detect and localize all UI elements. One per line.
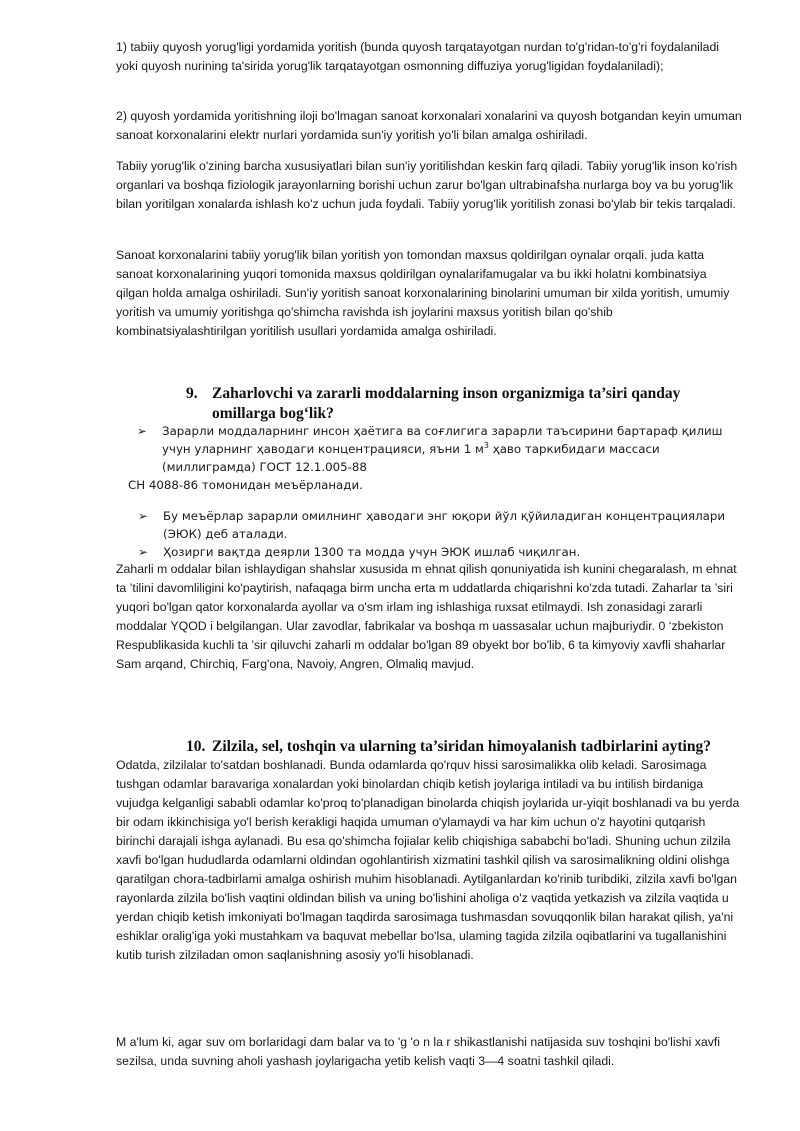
sn-norm-line: СН 4088-86 томонидан меъёрланади. [128, 478, 363, 492]
paragraph-flood: M a'lum ki, agar suv om borlaridagi dam balar va to 'g 'o n la r shikastlanishi natijasida suv toshqini bo'lishi xavfi sezilsa, unda suvning aholi yashash joylarigacha yetib kelish vaqti 3—4 soatni tashkil qiladi. [116, 1035, 721, 1068]
bullet-1-text-a: Зарарли моддаларнинг инсон ҳаётига ва соғлигига зарарли таъсирини бартараф қилиш учун уларнинг ҳаводаги концентрацияси, яъни 1 м [162, 424, 723, 456]
superscript-3: 3 [483, 441, 489, 451]
paragraph-natural-lighting-1: 1) tabiiy quyosh yorug'ligi yordamida yoritish (bunda quyosh tarqatayotgan nurdan to'g'ridan-to'g'ri foydalaniladi yoki quyosh nurining ta'sirida yorug'lik tarqatayotgan osmonning diffuziya yorug'ligidan foydalaniladi); [116, 40, 720, 73]
paragraph-natural-lighting-2: 2) quyosh yordamida yoritishning iloji bo'lmagan sanoat korxonalari xonalarini va quyosh botgandan keyin umuman sanoat korxonalarini elektr nurlari yordamida sun'iy yoritish yo'li bilan amalga oshiriladi. [116, 109, 742, 142]
section-9-heading [186, 384, 746, 424]
bullet-1-text-b: ҳаво таркибидаги массаси (миллиграмда) ГОСТ 12.1.005-88 [162, 442, 660, 474]
bullet-3-text: Ҳозирги вақтда деярли 1300 та модда учун ЭЮК ишлаб чиқилган. [163, 545, 581, 559]
section-9-number: 9. [186, 385, 198, 402]
section-9-title-line1: Zaharlovchi va zararli moddalarning inson organizmiga ta’siri qanday [212, 385, 681, 402]
arrow-bullet-icon: ➢ [137, 424, 147, 438]
section-10-heading [186, 737, 756, 757]
arrow-bullet-icon: ➢ [138, 545, 148, 559]
paragraph-toxic-substances: Zaharli m oddalar bilan ishlaydigan shahslar xususida m ehnat qilish qonuniyatida ish kunini chegaralash, m ehnat ta ’tilini davomliligini ko'paytirish, nafaqaga birm uncha erta m uddatlarda chiqarishni ko'zda tutadi. Zaharlar ta ’siri yuqori bo'lgan qator korxonalarda ayollar va o'sm irlam ing ishlashiga ruxsat etilmaydi. Ish zonasidagi zararli moddalar YQOD i belgilangan. Ular zavodlar, fabrikalar va boshqa m uassasalar uchun majburiydir. 0 ‘zbekiston Respublikasida kuchli ta ’sir qiluvchi zaharli m oddalar bo'lgan 89 obyekt bor bo'lib, 6 ta kimyoviy xavfli shaharlar Sam arqand, Chirchiq, Farg'ona, Navoiy, Angren, Olmaliq mavjud. [116, 562, 737, 671]
arrow-bullet-icon: ➢ [138, 509, 148, 523]
paragraph-natural-light-properties: Tabiiy yorug'lik o'zining barcha xususiyatlari bilan sun'iy yoritilishdan keskin farq qiladi. Tabiiy yorug'lik inson ko'rish organlari va boshqa fiziologik jarayonlarning borishi uchun zarur bo'lgan ultrabinafsha nurlarga boy va bu yorug'lik bilan yoritilgan xonalarda ishlash ko'z uchun juda foydali. Tabiiy yorug'lik yoritilish zonasi bo'ylab bir tekis tarqaladi. [116, 159, 738, 211]
bullet-item-norms [138, 507, 741, 543]
paragraph-earthquake: Odatda, zilzilalar to'satdan boshlanadi. Bunda odamlarda qo'rquv hissi sarosimalikka olib keladi. Sarosimaga tushgan odamlar baravariga xonalardan yoki binolardan chiqib ketish joylariga intiladi va bu intilish birdaniga vujudga kelganligi sababli odamlar ko'proq to'planadigan binolarda chiqish joylarida ur-yiqit boshlanadi va bu yerda bir odam ikkinchisiga yo'l berish kerakligi haqida umuman o'ylamaydi va har kim uchun o'z hayotini qutqarish birinchi darajali ishga aylanadi. Bu esa qo'shimcha fojialar kelib chiqishiga sababchi bo'ladi. Shuning uchun zilzila xavfi bo'lgan hududlarda odamlarni oldindan ogohlantirish xizmatini tashkil qilish va sarosimalikning oldini olishga qaratilgan chora-tadbirlami amalga oshirish muhim hisoblanadi. Aytilganlardan ko'rinib turibdiki, zilzila xavfi bo'lgan rayonlarda zilzila bo'lish vaqtini oldindan bilish va uning bo'lishini aholiga o'z vaqtida yetkazish va zilzila vaqtida u yerdan chiqib ketish imkoniyati bo'lmagan taqdirda sarosimaga tushmasdan sovuqqonlik bilan harakat qilish, ya'ni eshiklar oralig'iga yoki mustahkam va baquvat mebellar bo'lsa, ulaming tagida zilzila oqibatlarini va tugallanishini kutib turish zilziladan omon saqlanishning asosiy yo'li hisoblanadi. [116, 758, 740, 962]
section-10-title: Zilzila, sel, toshqin va ularning ta’siridan himoyalanish tadbirlarini ayting? [212, 738, 711, 755]
bullet-item-substances-count [138, 543, 741, 561]
bullet-item-concentration [137, 422, 742, 476]
section-9-title-line2: omillarga bog‘lik? [212, 405, 334, 422]
bullet-2-text: Бу меъёрлар зарарли омилнинг ҳаводаги энг юқори йўл қўйиладиган концентрациялари (ЭЮК) деб аталади. [163, 509, 726, 541]
section-10-number: 10. [186, 738, 206, 755]
paragraph-industrial-lighting: Sanoat korxonalarini tabiiy yorug'lik bilan yoritish yon tomondan maxsus qoldirilgan oynalar orqali. juda katta sanoat korxonalarining yuqori tomonida maxsus qoldirilgan oynalarifamugalar va bu ikki holatni kombinatsiya qilgan holda amalga oshiriladi. Sun'iy yoritish sanoat korxonalarining binolarini umuman bir xilda yoritish, umumiy yoritish va umumiy yoritishga qo'shimcha ravishda ish joylarini maxsus yoritish bilan qo'shib kombinatsiyalashtirilgan yoritilish usullari yordamida amalga oshiriladi. [116, 248, 730, 338]
